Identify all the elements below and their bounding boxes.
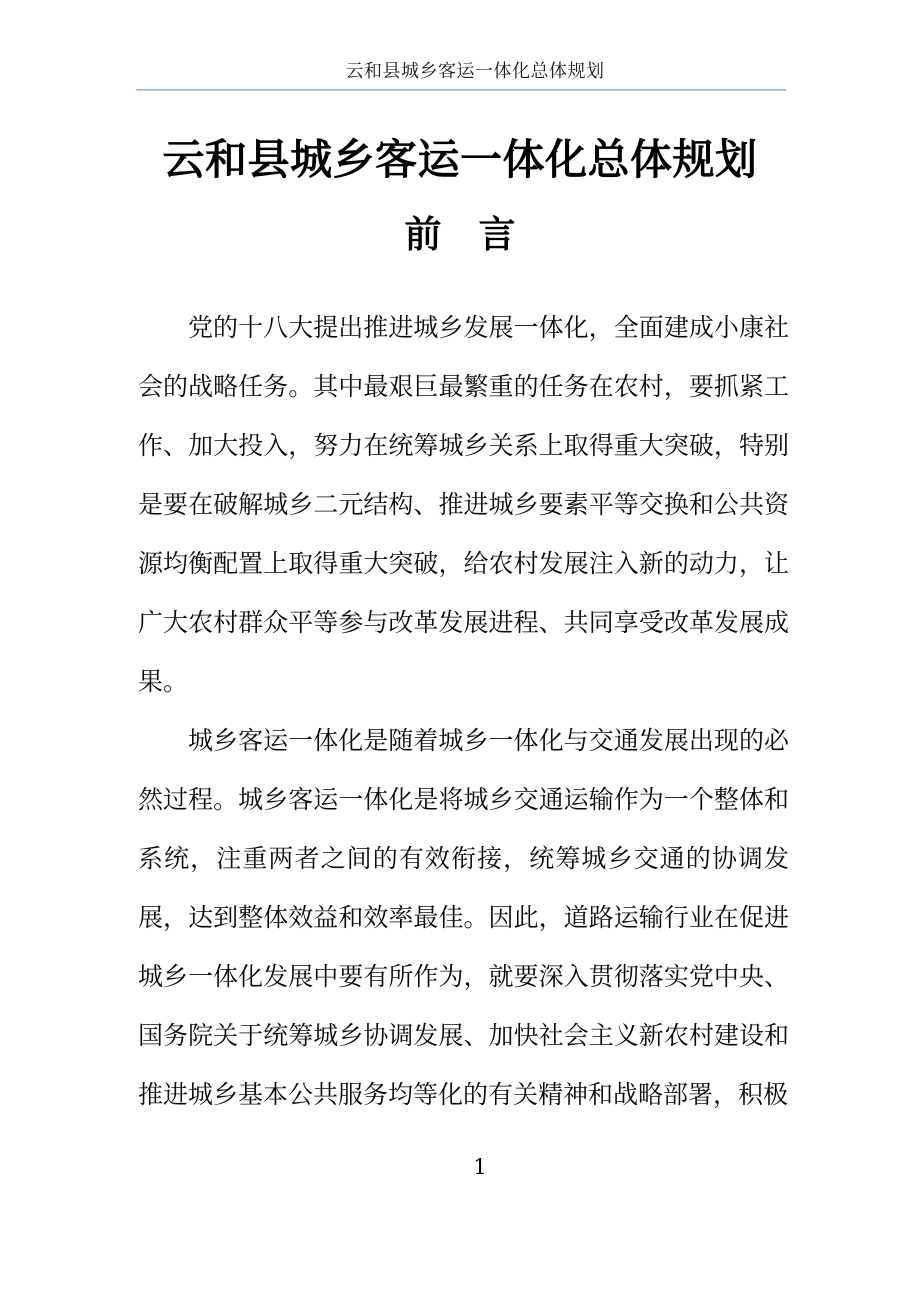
document-title: 云和县城乡客运一体化总体规划: [162, 135, 758, 184]
header-title: 云和县城乡客运一体化总体规划: [345, 61, 605, 82]
paragraph-1: 党的十八大提出推进城乡发展一体化，全面建成小康社会的战略任务。其中最艰巨最繁重的任务在农村，要抓紧工作、加大投入，努力在统筹城乡关系上取得重大突破，特别是要在破解城乡二元结构、推进城乡要素平等交换和公共资源均衡配置上取得重大突破，给农村发展注入新的动力，让广大农村群众平等参与改革发展进程、共同享受改革发展成果。: [138, 313, 789, 696]
page-number: 1: [473, 1155, 487, 1179]
document-body: [138, 298, 789, 1124]
section-title: 前 言: [404, 213, 516, 256]
header-rule: [136, 89, 786, 91]
page-footer: [0, 1152, 920, 1182]
paragraph-2: 城乡客运一体化是随着城乡一体化与交通发展出现的必然过程。城乡客运一体化是将城乡交通运输作为一个整体和系统，注重两者之间的有效衔接，统筹城乡交通的协调发展，达到整体效益和效率最佳。因此，道路运输行业在促进城乡一体化发展中要有所作为，就要深入贯彻落实党中央、国务院关于统筹城乡协调发展、加快社会主义新农村建设和推进城乡基本公共服务均等化的有关精神和战略部署，积极: [138, 726, 789, 1109]
page-header: [0, 61, 920, 83]
